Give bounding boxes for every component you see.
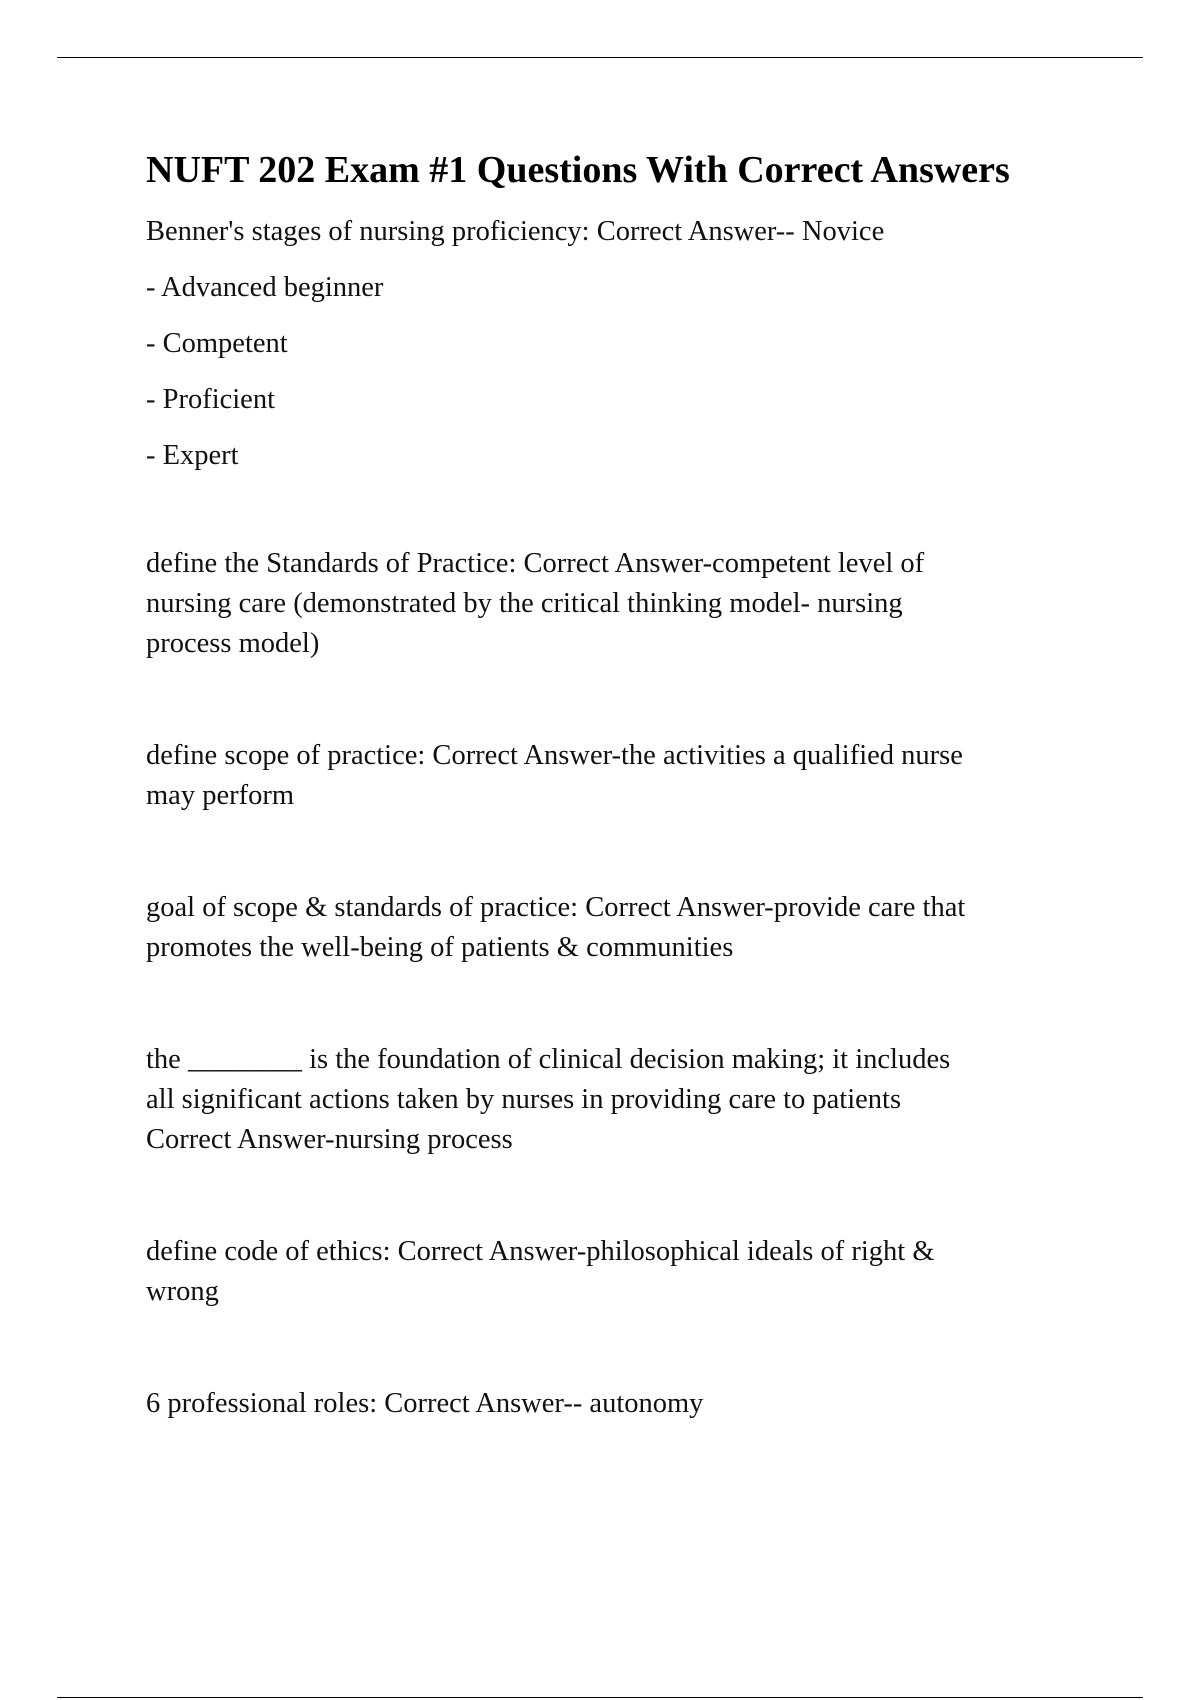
answer-item: - Proficient — [146, 384, 276, 415]
question-nursing-process — [146, 1040, 1086, 1160]
text-line: process model) — [146, 628, 320, 659]
document-body — [146, 142, 1086, 1424]
text-line: wrong — [146, 1276, 219, 1307]
text-line: define code of ethics: Correct Answer-philosophical ideals of right & — [146, 1236, 935, 1267]
text-line: nursing care (demonstrated by the critical thinking model- nursing — [146, 588, 903, 619]
answer-item: - Advanced beginner — [146, 272, 384, 303]
question-scope-of-practice — [146, 736, 1086, 816]
question-professional-roles — [146, 1384, 1086, 1424]
text-line: define the Standards of Practice: Correct Answer-competent level of — [146, 548, 925, 579]
text-line: may perform — [146, 780, 294, 811]
text-line: all significant actions taken by nurses in providing care to patients — [146, 1084, 902, 1115]
answer-item: - Competent — [146, 328, 288, 359]
answer-item: - Expert — [146, 440, 239, 471]
document-title: NUFT 202 Exam #1 Questions With Correct Answers — [146, 149, 1010, 191]
top-rule — [57, 57, 1143, 58]
text-line: goal of scope & standards of practice: Correct Answer-provide care that — [146, 892, 966, 923]
question-code-of-ethics — [146, 1232, 1086, 1312]
bottom-rule — [57, 1697, 1143, 1698]
question-text: Benner's stages of nursing proficiency: Correct Answer-- Novice — [146, 216, 885, 247]
text-line: define scope of practice: Correct Answer-the activities a qualified nurse — [146, 740, 963, 771]
text-line: promotes the well-being of patients & communities — [146, 932, 734, 963]
question-benners-stages — [146, 212, 1086, 476]
text-line: 6 professional roles: Correct Answer-- autonomy — [146, 1388, 704, 1419]
text-line: Correct Answer-nursing process — [146, 1124, 513, 1155]
question-standards-of-practice — [146, 544, 1086, 664]
question-goal-of-scope — [146, 888, 1086, 968]
text-line: the ________ is the foundation of clinical decision making; it includes — [146, 1044, 951, 1075]
